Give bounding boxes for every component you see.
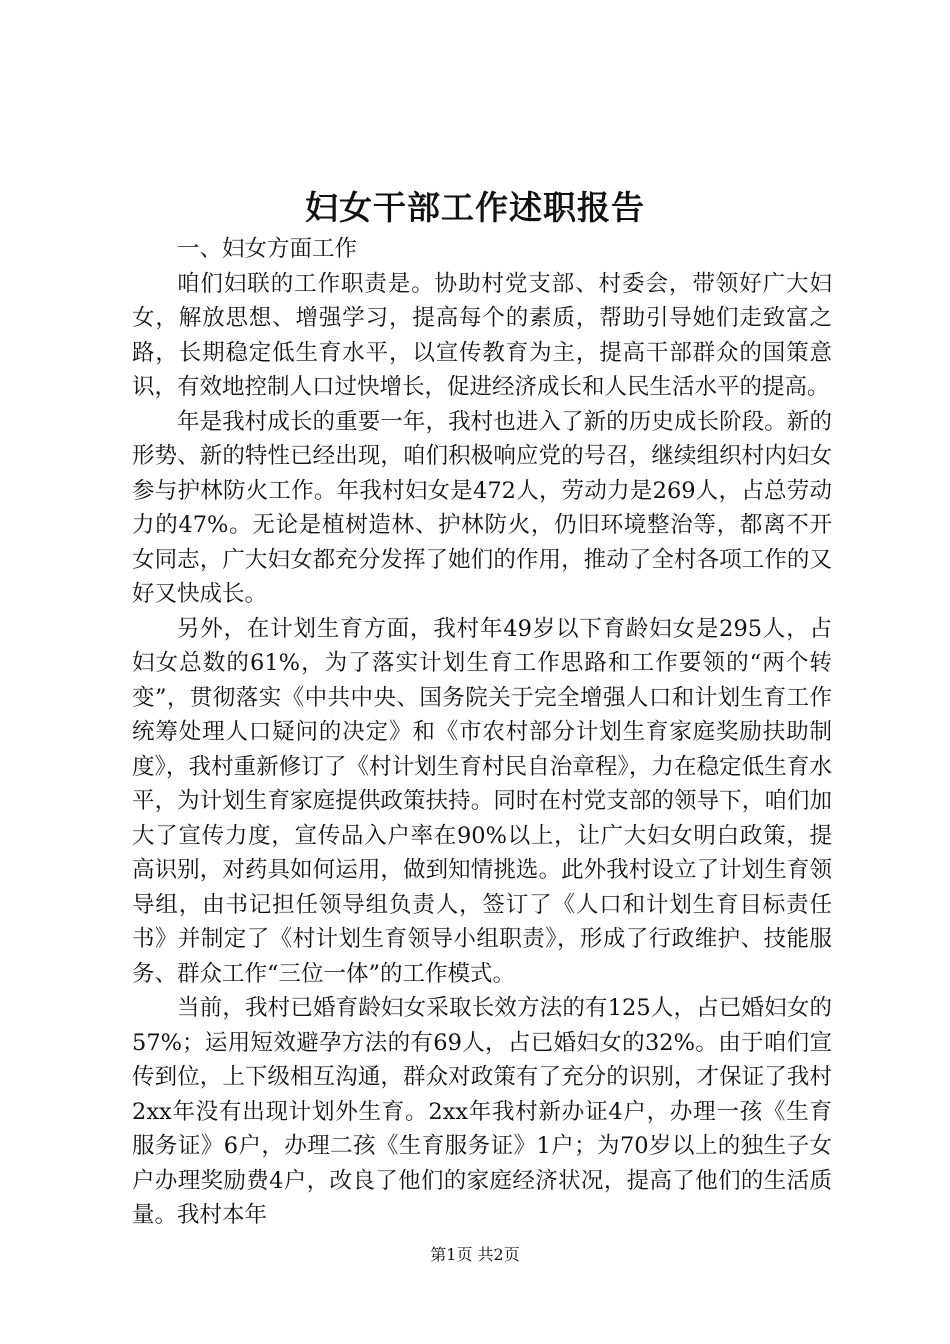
section-heading: 一、妇女方面工作: [177, 236, 358, 262]
paragraph: 年是我村成长的重要一年，我村也进入了新的历史成长阶段。新的形势、新的特性已经出现，咱们积极响应党的号召，继续组织村内妇女参与护林防火工作。年我村妇女是472人，劳动力是269人，占总劳动力的47%。无论是植树造林、护林防火，仍旧环境整治等，都离不开女同志，广大妇女都充分发挥了她们的作用，推动了全村各项工作的又好又快成长。: [132, 408, 832, 607]
paragraph: 当前，我村已婚育龄妇女采取长效方法的有125人，占已婚妇女的57%；运用短效避孕方法的有69人，占已婚妇女的32%。由于咱们宣传到位，上下级相互沟通，群众对政策有了充分的识别，才保证了我村2xx年没有出现计划外生育。2xx年我村新办证4户，办理一孩《生育服务证》6户，办理二孩《生育服务证》1户；为70岁以上的独生子女户办理奖励费4户，改良了他们的家庭经济状况，提高了他们的生活质量。我村本年: [132, 995, 832, 1228]
page-footer: 第1页 共2页: [430, 1245, 520, 1264]
paragraph: 咱们妇联的工作职责是。协助村党支部、村委会，带领好广大妇女，解放思想、增强学习，提高每个的素质，帮助引导她们走致富之路，长期稳定低生育水平，以宣传教育为主，提高干部群众的国策意识，有效地控制人口过快增长，促进经济成长和人民生活水平的提高。: [132, 270, 832, 400]
document-title: 妇女干部工作述职报告: [305, 188, 645, 227]
document-body: [132, 232, 832, 1233]
paragraph: 另外，在计划生育方面，我村年49岁以下育龄妇女是295人，占妇女总数的61%，为了落实计划生育工作思路和工作要领的“两个转变”，贯彻落实《中共中央、国务院关于完全增强人口和计划生育工作统筹处理人口疑问的决定》和《市农村部分计划生育家庭奖励扶助制度》，我村重新修订了《村计划生育村民自治章程》，力在稳定低生育水平，为计划生育家庭提供政策扶持。同时在村党支部的领导下，咱们加大了宣传力度，宣传品入户率在90%以上，让广大妇女明白政策，提高识别，对药具如何运用，做到知情挑选。此外我村设立了计划生育领导组，由书记担任领导组负责人，签订了《人口和计划生育目标责任书》并制定了《村计划生育领导小组职责》，形成了行政维护、技能服务、群众工作“三位一体”的工作模式。: [132, 615, 832, 987]
